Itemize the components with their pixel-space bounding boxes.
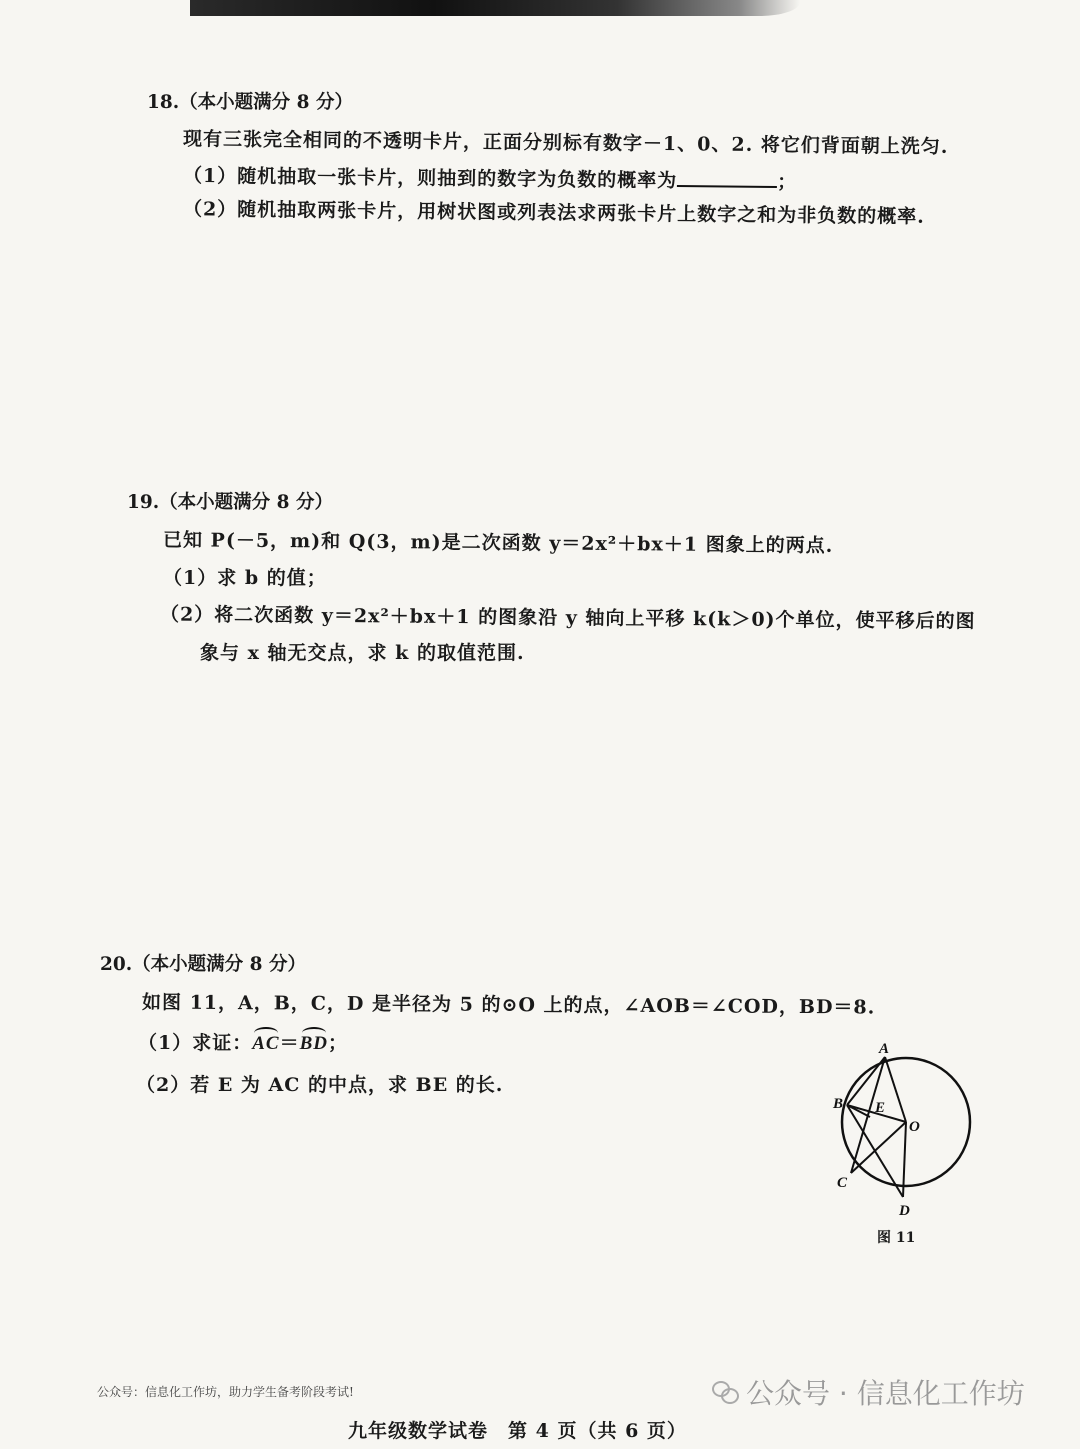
q20-part1: [138, 1028, 348, 1055]
q19-header: 19.（本小题满分 8 分）: [127, 492, 333, 513]
label-d: D: [899, 1203, 910, 1219]
wechat-icon: [712, 1381, 738, 1403]
segment-ao: [885, 1057, 906, 1122]
arc-bd: BD: [299, 1033, 329, 1054]
q20-stem: 如图 11，A，B，C，D 是半径为 5 的⊙O 上的点，∠AOB＝∠COD，BD＝8.: [141, 991, 876, 1019]
q18-header: 18.（本小题满分 8 分）: [147, 92, 353, 113]
q20-part1-prefix: （1）求证：: [138, 1032, 253, 1054]
figure-caption: 图 11: [877, 1230, 916, 1246]
arc-ac: AC: [252, 1033, 280, 1054]
figure-11-circle-diagram: [815, 1035, 995, 1245]
label-c: C: [837, 1175, 848, 1191]
watermark-text: 公众号 · 信息化工作坊: [746, 1377, 1025, 1410]
q19-part1: （1）求 b 的值；: [163, 567, 327, 589]
page-footer: 九年级数学试卷 第 4 页（共 6 页）: [348, 1420, 687, 1442]
q19-part2-line2: 象与 x 轴无交点，求 k 的取值范围.: [200, 642, 525, 664]
label-a: A: [879, 1041, 890, 1057]
q20-part2: （2）若 E 为 AC 的中点，求 BE 的长.: [136, 1074, 504, 1096]
equals-sign: ＝: [279, 1032, 300, 1054]
label-o: O: [909, 1119, 920, 1135]
segment-ab: [847, 1057, 885, 1105]
label-b: B: [833, 1096, 844, 1112]
answer-blank: [677, 169, 777, 188]
q18-part2: （2）随机抽取两张卡片，用树状图或列表法求两张卡片上数字之和为非负数的概率.: [182, 198, 925, 228]
q19-part2-line1: （2）将二次函数 y＝2x²＋bx＋1 的图象沿 y 轴向上平移 k(k＞0)个单位，使平移后的图: [159, 603, 976, 633]
q18-part1: [183, 161, 797, 194]
scan-smear: [190, 0, 800, 16]
q18-part1-text: （1）随机抽取一张卡片，则抽到的数字为负数的概率为: [182, 164, 678, 192]
q19-stem: 已知 P(－5，m)和 Q(3，m)是二次函数 y＝2x²＋bx＋1 图象上的两点.: [162, 529, 834, 557]
watermark: [712, 1372, 1025, 1412]
q18-stem: 现有三张完全相同的不透明卡片，正面分别标有数字－1、0、2. 将它们背面朝上洗匀.: [182, 127, 949, 159]
q20-part1-suffix: ；: [328, 1032, 349, 1054]
footer-note: 公众号：信息化工作坊，助力学生备考阶段考试!: [97, 1385, 354, 1399]
q18-part1-end: ；: [777, 171, 798, 194]
label-e: E: [875, 1100, 886, 1116]
q20-header: 20.（本小题满分 8 分）: [100, 954, 306, 975]
